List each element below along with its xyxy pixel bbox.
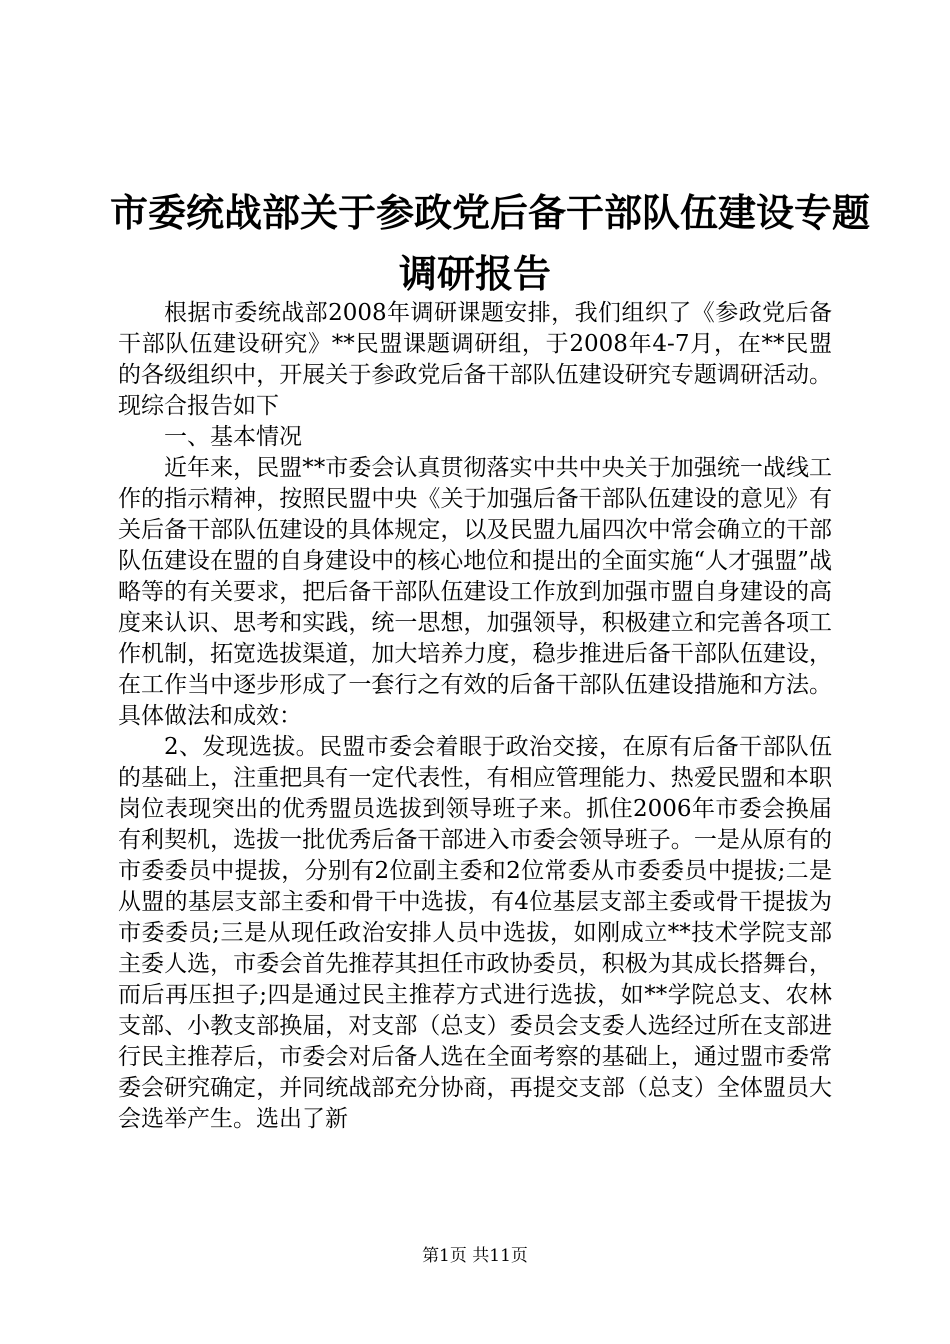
document-title-line-2: 调研报告 xyxy=(398,251,551,296)
document-title-line-1: 市委统战部关于参政党后备干部队伍建设专题 xyxy=(110,190,871,235)
paragraph-recent-years: 近年来，民盟**市委会认真贯彻落实中共中央关于加强统一战线工作的指示精神，按照民盟中央《关于加强后备干部队伍建设的意见》有关后备干部队伍建设的具体规定，以及民盟九届四次中常会确立的干部队伍建设在盟的自身建设中的核心地位和提出的全面实施“人才强盟”战略等的有关要求，把后备干部队伍建设工作放到加强市盟自身建设的高度来认识、思考和实践，统一思想，加强领导，积极建立和完善各项工作机制，拓宽选拔渠道，加大培养力度，稳步推进后备干部队伍建设，在工作当中逐步形成了一套行之有效的后备干部队伍建设措施和方法。具体做法和成效： xyxy=(118,455,832,729)
document-body xyxy=(118,298,832,1135)
page-footer: 第1页 共11页 xyxy=(422,1246,528,1266)
section-heading-basic-situation: 一、基本情况 xyxy=(164,424,302,450)
paragraph-selection: 2、发现选拔。民盟市委会着眼于政治交接，在原有后备干部队伍的基础上，注重把具有一定代表性，有相应管理能力、热爱民盟和本职岗位表现突出的优秀盟员选拔到领导班子来。抓住2006年市委会换届有利契机，选拔一批优秀后备干部进入市委会领导班子。一是从原有的市委委员中提拔，分别有2位副主委和2位常委从市委委员中提拔;二是从盟的基层支部主委和骨干中选拔，有4位基层支部主委或骨干提拔为市委委员;三是从现任政治安排人员中选拔，如刚成立**技术学院支部主委人选，市委会首先推荐其担任市政协委员，积极为其成长搭舞台，而后再压担子;四是通过民主推荐方式进行选拔，如**学院总支、农林支部、小教支部换届，对支部（总支）委员会支委人选经过所在支部进行民主推荐后，市委会对后备人选在全面考察的基础上，通过盟市委常委会研究确定，并同统战部充分协商，再提交支部（总支）全体盟员大会选举产生。选出了新 xyxy=(118,734,832,1132)
paragraph-intro: 根据市委统战部2008年调研课题安排，我们组织了《参政党后备干部队伍建设研究》**民盟课题调研组，于2008年4-7月，在**民盟的各级组织中，开展关于参政党后备干部队伍建设研究专题调研活动。现综合报告如下 xyxy=(118,300,832,419)
